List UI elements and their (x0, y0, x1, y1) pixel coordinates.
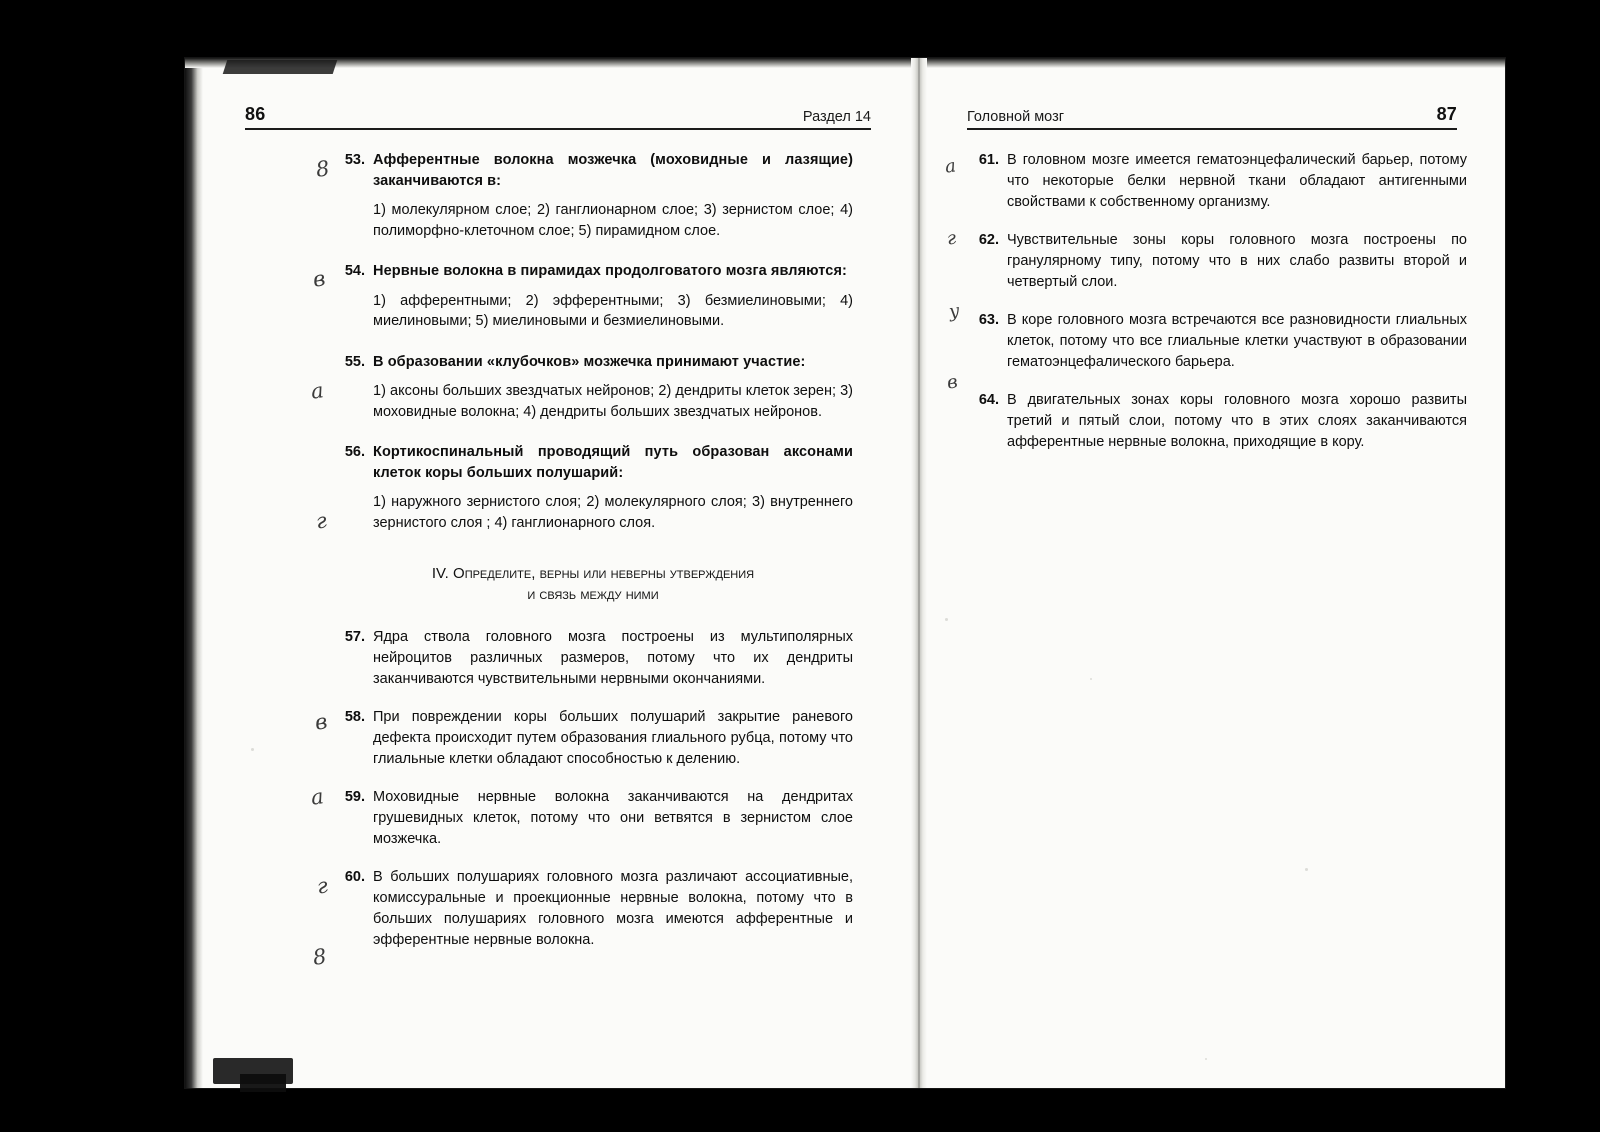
left-page-number: 86 (245, 104, 266, 124)
question-stem: Кортикоспинальный проводящий путь образован аксонами клеток коры больших полушарий: (373, 444, 853, 481)
statement-number: 60. (344, 869, 365, 885)
handwritten-answer-mark: 8 (314, 156, 331, 182)
handwritten-answer-mark: а (943, 155, 958, 178)
question-number: 53. (344, 152, 365, 168)
section-heading-line-1: IV. Определите, верны или неверны утверждения (431, 565, 755, 582)
question-item (333, 261, 853, 332)
statement-number: 61. (978, 152, 999, 168)
statement-item (967, 310, 1467, 373)
statement-item (333, 867, 853, 951)
header-rule (967, 128, 1457, 130)
question-item (333, 352, 853, 423)
statement-text: В двигательных зонах коры головного мозга хорошо развиты третий и пятый слои, потому что в этих слоях заканчиваются афферентные нервные волокна, приходящие в кору. (1007, 392, 1467, 450)
handwritten-answer-mark: в (313, 709, 329, 735)
section-heading (333, 563, 853, 605)
right-running-head: Головной мозг (967, 109, 1065, 125)
handwritten-answer-mark: г (315, 873, 330, 899)
statement-number: 59. (344, 789, 365, 805)
scanned-book-spread (185, 58, 1505, 1088)
question-options: 1) аксоны больших звездчатых нейронов; 2) дендриты клеток зерен; 3) моховидные волокна; 4) дендриты больших звездчатых нейронов. (373, 383, 853, 420)
left-running-head: Раздел 14 (802, 109, 871, 125)
question-stem: В образовании «клубочков» мозжечка принимают участие: (373, 353, 806, 370)
statement-text: В больших полушариях головного мозга различают ассоциативные, комиссуральные и проекционные нервные волокна, потому что в больших полушариях головного мозга имеются афферентные и эфферентные нервные волокна. (373, 869, 853, 948)
handwritten-answer-mark: в (311, 266, 327, 292)
statement-number: 63. (978, 312, 999, 328)
handwritten-answer-mark: а (309, 378, 326, 404)
statement-item (333, 707, 853, 770)
question-number: 55. (344, 353, 365, 370)
statement-text: Моховидные нервные волокна заканчиваются на дендритах грушевидных клеток, потому что они ветвятся в зернистом слое мозжечка. (373, 789, 853, 847)
question-options: 1) афферентными; 2) эфферентными; 3) безмиелиновыми; 4) миелиновыми; 5) миелиновыми и безмиелиновыми. (373, 292, 853, 329)
statement-text: В головном мозге имеется гематоэнцефалический барьер, потому что некоторые белки нервной ткани обладают антигенными свойствами к собственному организму. (1007, 152, 1467, 210)
question-number: 54. (344, 263, 365, 279)
statement-text: При повреждении коры больших полушарий закрытие раневого дефекта происходит путем образования глиального рубца, потому что глиальные клетки обладают способностью к делению. (373, 709, 853, 767)
book-gutter-fold-line (918, 58, 920, 1088)
section-heading-line-2: и связь между ними (527, 586, 659, 603)
statement-item (967, 230, 1467, 293)
handwritten-answer-mark: 8 (311, 944, 328, 970)
handwritten-answer-mark: у (947, 300, 961, 323)
question-options: 1) молекулярном слое; 2) ганглионарном слое; 3) зернистом слое; 4) полиморфно-клеточном слое; 5) пирамидном слое. (373, 202, 853, 239)
question-number: 56. (344, 444, 365, 460)
statement-item (967, 390, 1467, 453)
right-page-header (967, 104, 1457, 125)
question-options: 1) наружного зернистого слоя; 2) молекулярного слоя; 3) внутреннего зернистого слоя ; 4) ганглионарного слоя. (373, 494, 853, 531)
handwritten-answer-mark: г (314, 508, 329, 534)
statement-text: Ядра ствола головного мозга построены из мультиполярных нейроцитов различных размеров, потому что их дендриты заканчиваются чувствительными нервными окончаниями. (373, 629, 853, 687)
left-page (185, 58, 911, 1088)
statement-item (967, 150, 1467, 213)
question-item (333, 150, 853, 241)
handwritten-answer-mark: а (309, 784, 326, 810)
handwritten-answer-mark: г (945, 227, 958, 250)
statement-item (333, 627, 853, 690)
question-stem: Нервные волокна в пирамидах продолговатого мозга являются: (373, 263, 847, 279)
right-page-number: 87 (1436, 104, 1457, 124)
right-page (927, 58, 1505, 1088)
statement-number: 62. (978, 232, 999, 248)
handwritten-answer-mark: в (945, 371, 959, 394)
left-page-header (245, 104, 871, 125)
statement-number: 57. (344, 629, 365, 645)
statement-text: В коре головного мозга встречаются все разновидности глиальных клеток, потому что все глиальные клетки участвуют в образовании гематоэнцефалического барьера. (1007, 312, 1467, 370)
right-page-content (967, 150, 1467, 470)
left-page-content (333, 150, 853, 968)
statement-number: 58. (344, 709, 365, 725)
statement-text: Чувствительные зоны коры головного мозга построены по гранулярному типу, потому что в них слабо развиты второй и четвертый слои. (1007, 232, 1467, 290)
question-stem: Афферентные волокна мозжечка (моховидные и лазящие) заканчиваются в: (373, 152, 853, 189)
statement-number: 64. (978, 392, 999, 408)
header-rule (245, 128, 871, 130)
statement-item (333, 787, 853, 850)
question-item (333, 442, 853, 533)
